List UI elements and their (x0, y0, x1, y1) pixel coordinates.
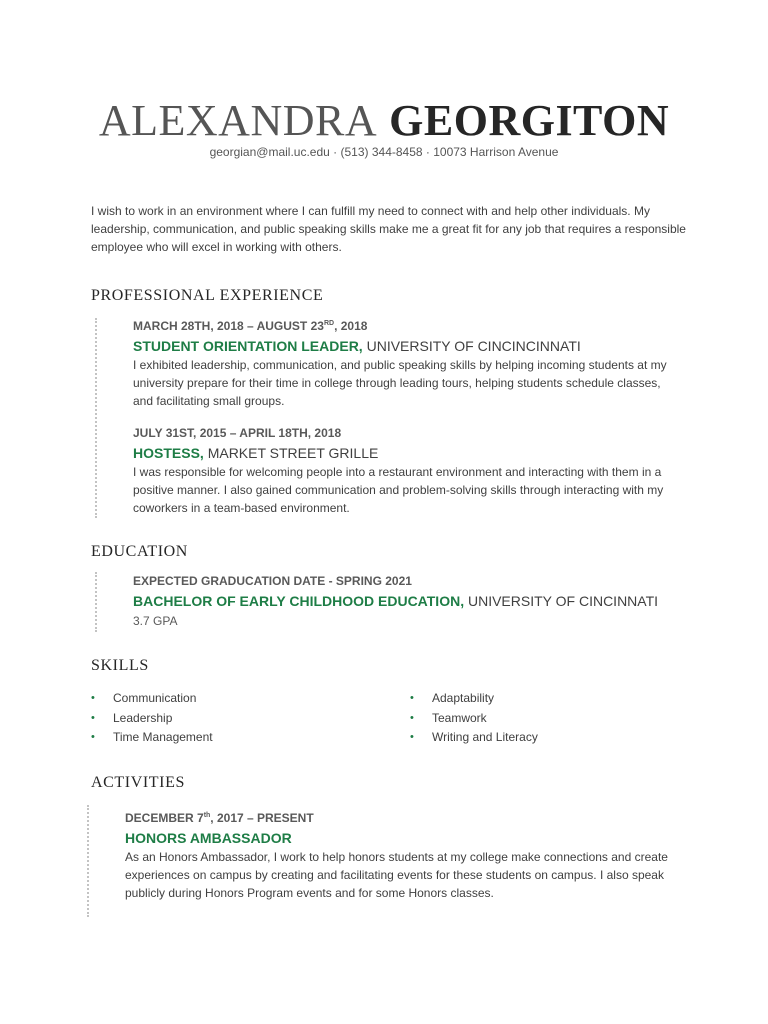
job-role (133, 443, 683, 463)
job-title: HOSTESS, (133, 445, 204, 461)
activity-title: HONORS AMBASSADOR (125, 830, 292, 846)
skill-item: • Time Management (91, 728, 213, 748)
skill-item: • Communication (91, 689, 213, 709)
skill-item: • Writing and Literacy (410, 728, 538, 748)
activity-role (125, 828, 685, 848)
job-role (133, 336, 683, 356)
bullet-icon: • (410, 711, 414, 724)
candidate-name (0, 96, 768, 146)
job-date: JULY 31ST, 2015 – APRIL 18TH, 2018 (133, 426, 342, 440)
job-entry (133, 317, 683, 410)
bullet-icon: • (91, 731, 95, 743)
skills-column-left (91, 689, 213, 748)
last-name: GEORGITON (389, 96, 670, 145)
contact-info: georgian@mail.uc.edu · (513) 344-8458 · 10073 Harrison Avenue (209, 145, 559, 159)
activities-divider (87, 805, 89, 917)
school-name: UNIVERSITY OF CINCINNATI (467, 593, 659, 609)
bullet-icon: • (410, 692, 414, 704)
degree-line (133, 591, 683, 611)
degree-title: BACHELOR OF EARLY CHILDHOOD EDUCATION, (133, 593, 465, 609)
skill-item: • Leadership (91, 709, 213, 729)
skill-item: • Adaptability (410, 689, 538, 709)
education-heading: EDUCATION (91, 543, 188, 560)
skill-item: • Teamwork (410, 709, 538, 729)
job-date: MARCH 28TH, 2018 – AUGUST 23RD, 2018 (133, 319, 368, 333)
education-divider (95, 572, 97, 632)
skills-column-right (410, 689, 538, 748)
gpa: 3.7 GPA (133, 614, 178, 628)
activity-entry (125, 809, 685, 902)
bullet-icon: • (91, 692, 95, 704)
skills-heading: SKILLS (91, 657, 149, 674)
job-entry (133, 424, 683, 517)
activities-heading: ACTIVITIES (91, 774, 185, 791)
objective-summary: I wish to work in an environment where I can fulfill my need to connect with and help other individuals. My leadership, communication, and public speaking skills make me a great fit for any job that requires a responsible employee who will excel in working with others. (91, 204, 686, 254)
job-description: I was responsible for welcoming people into a restaurant environment and interacting with them in a positive manner. I also gained communication and problem-solving skills through interacting with my coworkers in a team-based environment. (133, 465, 664, 515)
activity-date: DECEMBER 7th, 2017 – PRESENT (125, 811, 314, 825)
job-description: I exhibited leadership, communication, and public speaking skills by helping incoming students at my university prepare for their time in college through leading tours, helping students schedule classes, and facilitating small groups. (133, 358, 667, 408)
graduation-date: EXPECTED GRADUCATION DATE - SPRING 2021 (133, 574, 412, 588)
experience-heading: PROFESSIONAL EXPERIENCE (91, 287, 324, 304)
first-name: ALEXANDRA (98, 96, 378, 145)
job-title: STUDENT ORIENTATION LEADER, (133, 338, 363, 354)
education-entry (133, 572, 683, 630)
bullet-icon: • (91, 711, 95, 724)
job-organization: MARKET STREET GRILLE (207, 445, 379, 461)
job-organization: UNIVERSITY OF CINCINCINNATI (366, 338, 581, 354)
experience-divider (95, 318, 97, 518)
activity-description: As an Honors Ambassador, I work to help honors students at my college make connections and create experiences on campus by creating and facilitating events for these students on campus. I also speak publicly during Honors Program events and for some Honors classes. (125, 850, 668, 900)
bullet-icon: • (410, 731, 414, 743)
